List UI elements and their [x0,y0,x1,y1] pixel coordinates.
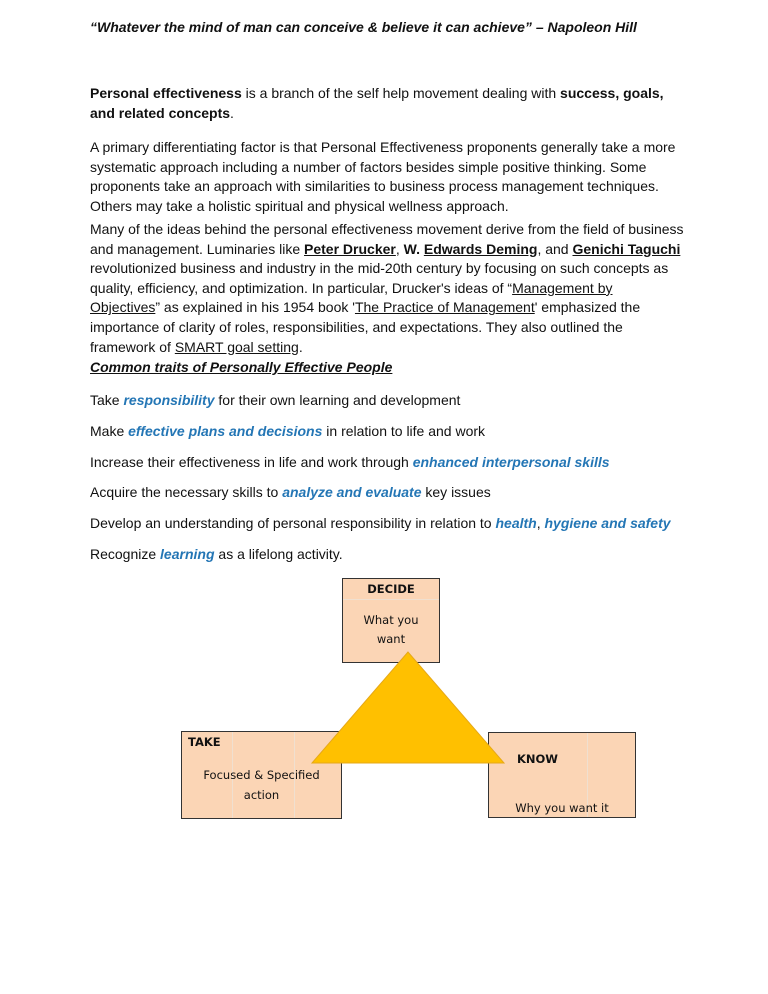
text: revolutionized business and industry in the mid-20th century by focusing on such concepts as quality, efficiency, and optimization. In particular, Drucker's ideas of “ [90,260,669,296]
text: , and [537,240,573,257]
text: , [536,515,545,531]
trait-highlight: responsibility [123,392,215,408]
intro-term: Personal effectiveness [90,85,242,101]
text: Increase their effectiveness in life and work through [90,454,413,470]
know-title: KNOW [517,752,558,766]
text: Develop an understanding of personal responsibility in relation to [90,515,496,531]
text: . [298,338,303,355]
text: as a lifelong activity. [214,546,343,562]
trait-highlight: enhanced interpersonal skills [412,454,610,470]
link-practice-of-management[interactable]: The Practice of Management [354,299,535,316]
link-management-by-objectives[interactable]: Management by Objectives [90,279,613,316]
take-line1: Focused & Specified [203,768,320,782]
take-title: TAKE [188,735,221,749]
text: W. [403,240,424,257]
decide-line2: want [376,632,406,646]
intro-focus: success, goals, and related concepts [90,85,664,121]
decide-title: DECIDE [367,582,415,596]
trait-highlight: learning [160,546,215,562]
text: for their own learning and development [214,392,461,408]
text: Take [90,392,124,408]
traits-heading: Common traits of Personally Effective People [90,359,393,375]
intro-text: is a branch of the self help movement dealing with [241,85,561,101]
paragraph-differentiating: A primary differentiating factor is that Personal Effectiveness proponents generally take a more systematic approach including a number of factors besides simple positive thinking. Some proponents take an approach with similarities to business process management techniques. Others may take a holistic spiritual and physical wellness approach. [90,139,676,214]
know-line1: Why you want it [515,801,609,815]
trait-highlight: effective plans and decisions [128,423,323,439]
quote: “Whatever the mind of man can conceive & believe it can achieve” – Napoleon Hill [90,19,637,35]
text: , [395,240,404,257]
decide-line1: What you [363,613,419,627]
intro-end: . [230,104,234,121]
link-smart-goal-setting[interactable]: SMART goal setting [174,338,299,355]
text: ” as explained in his 1954 book ' [155,299,355,316]
text: in relation to life and work [322,423,486,439]
text: Many of the ideas behind the personal effectiveness movement derive from the field of business and management. Luminaries like [90,221,684,257]
text: Acquire the necessary skills to [90,484,283,500]
trait-highlight: analyze and evaluate [282,484,422,500]
link-peter-drucker[interactable]: Peter Drucker [304,240,396,257]
link-genichi-taguchi[interactable]: Genichi Taguchi [572,240,681,257]
text: Make [90,423,129,439]
trait-highlight: health [495,515,537,531]
text: Recognize [90,546,161,562]
text: key issues [421,484,491,500]
take-line2: action [243,788,280,802]
link-edwards-deming[interactable]: Edwards Deming [423,240,538,257]
text: ' emphasized the importance of clarity of roles, responsibilities, and expectations. They also outlined the framework of [90,299,641,355]
trait-highlight: hygiene and safety [544,515,671,531]
